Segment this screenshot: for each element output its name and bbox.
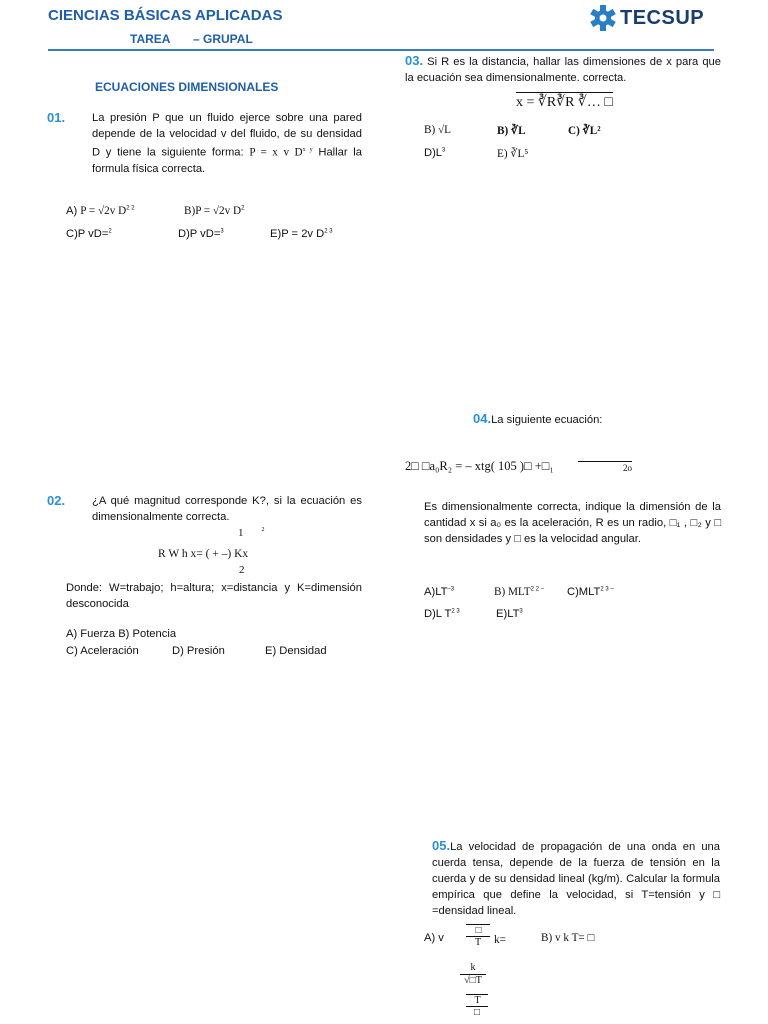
q01-option-e-sup: 2 3 (324, 228, 333, 235)
q04-option-e-sup: 3 (519, 608, 523, 615)
q02-options-ab[interactable]: A) Fuerza B) Potencia (66, 628, 177, 640)
q01-number: 01. (47, 110, 66, 125)
q03-option-c[interactable]: C) ∛L² (568, 125, 601, 137)
q05-text (432, 838, 720, 919)
q01-option-a-label: A) (66, 205, 78, 217)
q05-option-a[interactable] (424, 932, 444, 944)
q05-option-a-k: k= (494, 934, 506, 946)
q05-option-b-text: B) v k T= □ (541, 932, 595, 944)
q01-option-c[interactable] (66, 228, 112, 240)
q03-option-d-text: D)L (424, 147, 443, 159)
q04-option-d-text: D)L T (424, 608, 452, 620)
q01-option-b[interactable] (184, 205, 244, 217)
q04-number: 04. (473, 411, 492, 426)
q04-option-e-text: E)LT (496, 608, 520, 620)
q05-option-b[interactable] (541, 932, 594, 944)
q04-description: Es dimensionalmente correcta, indique la dimensión de la cantidad x si a₀ es la aceleración, R es un radio, □₁ , □₂ y □ son densidades y □ es la velocidad angular. (424, 501, 721, 545)
q04-option-b-text: B) MLT (494, 586, 531, 598)
q01-option-e[interactable] (270, 228, 333, 240)
q02-frac-top-sup: 2 (261, 527, 265, 534)
q04-formula: 2□ □a₀R₂ = – xtg( 105 )□ +□₁ (405, 459, 554, 473)
tarea-label: TAREA (130, 32, 171, 46)
q05-option-a-fraction (466, 924, 490, 948)
q05-number: 05. (432, 838, 451, 853)
section-title: ECUACIONES DIMENSIONALES (95, 80, 279, 94)
q04-option-b[interactable] (494, 586, 544, 598)
q03-text (405, 53, 721, 86)
course-title: CIENCIAS BÁSICAS APLICADAS (48, 7, 283, 24)
q05-frac3-bottom: □ (466, 1006, 488, 1018)
q04-option-c[interactable] (567, 586, 614, 598)
q03-formula: x = ∛R∛R ∛… □ (516, 92, 613, 111)
gear-logo-icon (590, 5, 616, 31)
q04-formula-end: 2o (578, 461, 632, 473)
q05-option-a-text: A) v (424, 932, 444, 944)
q02-frac-top-num: 1 (238, 527, 244, 539)
q02-frac-bottom: 2 (239, 564, 245, 576)
q01-statement: La presión P que un fluido ejerce sobre una pared depende de la velocidad v del fluido, de su densidad D y tiene la siguiente forma: (92, 112, 362, 159)
q05-option-a-frac-top: □ (466, 924, 490, 936)
grupal-label: – GRUPAL (193, 32, 253, 46)
q01-option-d[interactable] (178, 228, 224, 240)
q05-statement: La velocidad de propagación de una onda en una cuerda tensa, depende de la fuerza de tensión en la cuerda y de su densidad lineal (kg/m). Calcular la formula empírica que define la velocidad, si T=tensión y □ =densidad lineal. (432, 841, 720, 917)
q01-text (92, 110, 362, 177)
q05-frac2-bottom: √□T (460, 974, 486, 987)
q01-option-c-sup: 2 (108, 228, 112, 235)
q04-option-a[interactable] (424, 586, 454, 598)
q03-option-e[interactable]: E) ∛L⁵ (497, 148, 529, 160)
q01-option-d-sup: 3 (220, 228, 224, 235)
q04-text (473, 411, 733, 428)
q04-option-c-text: C)MLT (567, 586, 601, 598)
q01-formula-sup: x y (302, 147, 313, 153)
q02-option-e[interactable]: E) Densidad (265, 645, 327, 657)
q05-option-a-frac-bottom: T (466, 936, 490, 948)
q02-formula: R W h x= ( + –) Kx (158, 548, 249, 560)
header-divider (48, 49, 714, 51)
q03-option-b2[interactable]: B) ∛L (497, 125, 526, 137)
tecsup-logo (590, 3, 704, 33)
q01-option-a[interactable] (66, 205, 135, 217)
logo-text: TECSUP (620, 6, 705, 29)
q02-number: 02. (47, 493, 66, 508)
q04-option-a-text: A)LT (424, 586, 448, 598)
q02-frac-top (238, 527, 265, 539)
q04-option-a-sup: –3 (447, 586, 455, 593)
q05-fraction-2 (460, 962, 486, 987)
q05-frac3-top: T (466, 994, 488, 1006)
q01-option-b-sup: 2 (241, 205, 245, 212)
q01-formula-b: v D (283, 146, 303, 159)
q01-formula-a: P = x (249, 146, 278, 159)
q02-option-d[interactable]: D) Presión (172, 645, 225, 657)
q04-statement: La siguiente ecuación: (491, 414, 603, 426)
q01-option-a-text: P = √2v D (80, 205, 127, 217)
q04-option-e[interactable] (496, 608, 523, 620)
q03-statement: Si R es la distancia, hallar las dimensiones de x para que la ecuación sea dimensionalmente. correcta. (405, 56, 721, 84)
q01-option-c-text: C)P vD= (66, 228, 109, 240)
q04-option-d-sup: 2 3 (451, 608, 460, 615)
q05-frac2-top: k (470, 962, 476, 973)
q03-option-d[interactable] (424, 147, 445, 159)
q03-number: 03. (405, 53, 424, 68)
q01-option-b-text: B)P = √2v D (184, 205, 242, 217)
q02-where: Donde: W=trabajo; h=altura; x=distancia y K=dimensión desconocida (66, 582, 362, 610)
q04-option-b-sup: 2 2 – (530, 586, 544, 593)
q04-option-c-sup: 2 3 – (600, 586, 614, 593)
q01-option-d-text: D)P vD= (178, 228, 221, 240)
q04-option-d[interactable] (424, 608, 460, 620)
q03-option-d-sup: 3 (442, 147, 446, 154)
q01-option-a-sup: 2 2 (126, 205, 135, 212)
q03-option-b1[interactable]: B) √L (424, 124, 451, 136)
q01-tail: Hallar la formula física correcta. (92, 146, 362, 175)
q02-option-c[interactable]: C) Aceleración (66, 645, 139, 657)
q02-text: ¿A qué magnitud corresponde K?, si la ecuación es dimensionalmente correcta. (92, 495, 362, 523)
q01-option-e-text: E)P = 2v D (270, 228, 325, 240)
q05-fraction-3 (466, 994, 488, 1018)
